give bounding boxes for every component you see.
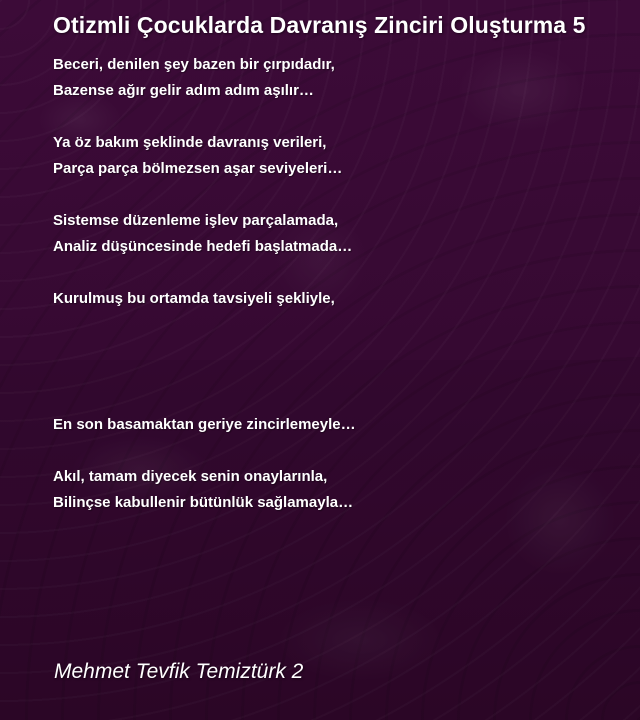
poem-line-1: Beceri, denilen şey bazen bir çırpıdadır,	[53, 56, 335, 73]
poem-line-4: Parça parça bölmezsen aşar seviyeleri…	[53, 160, 343, 177]
poem-line-5: Sistemse düzenleme işlev parçalamada,	[53, 212, 339, 229]
poem-line-3: Ya öz bakım şeklinde davranış verileri,	[53, 134, 327, 151]
poem-line-6: Analiz düşüncesinde hedefi başlatmada…	[53, 238, 353, 255]
poem-author: Mehmet Tevfik Temiztürk 2	[54, 660, 304, 683]
poem-line-8: En son basamaktan geriye zincirlemeyle…	[53, 416, 356, 433]
poem-line-7: Kurulmuş bu ortamda tavsiyeli şekliyle,	[53, 290, 335, 307]
poem-line-9: Akıl, tamam diyecek senin onaylarınla,	[53, 468, 328, 485]
poem-line-10: Bilinçse kabullenir bütünlük sağlamayla…	[53, 494, 354, 511]
poem-line-2: Bazense ağır gelir adım adım aşılır…	[53, 82, 314, 99]
poem-title: Otizmli Çocuklarda Davranış Zinciri Oluşturma 5	[53, 12, 586, 38]
